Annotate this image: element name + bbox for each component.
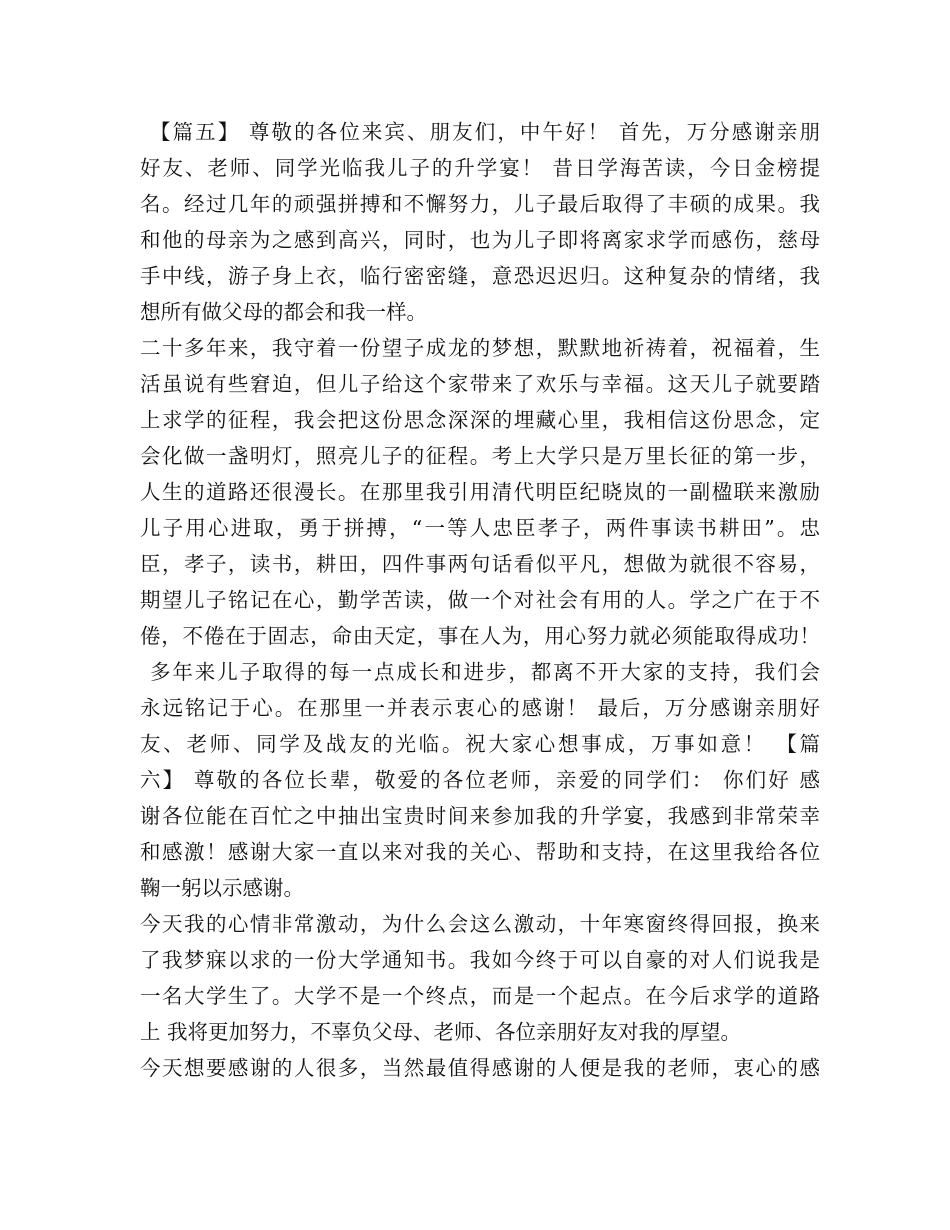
text-line: 好友、老师、同学光临我儿子的升学宴！ 昔日学海苦读，今日金榜提 [140, 156, 820, 180]
text-line: 想所有做父母的都会和我一样。 [140, 300, 427, 324]
text-line: 上求学的征程，我会把这份思念深深的埋藏心里，我相信这份思念，定 [140, 408, 820, 432]
text-line: 鞠一躬以示感谢。 [140, 876, 304, 900]
text-line: 一名大学生了。大学不是一个终点，而是一个起点。在今后求学的道路 [140, 984, 820, 1008]
text-line: 【篇五】 尊敬的各位来宾、朋友们，中午好！ 首先，万分感谢亲朋 [150, 120, 820, 144]
text-line: 会化做一盏明灯，照亮儿子的征程。考上大学只是万里长征的第一步， [140, 444, 820, 468]
text-line: 六】 尊敬的各位长辈，敬爱的各位老师，亲爱的同学们： 你们好 感 [140, 768, 820, 792]
text-line: 活虽说有些窘迫，但儿子给这个家带来了欢乐与幸福。这天儿子就要踏 [140, 372, 820, 396]
text-line: 今天我的心情非常激动，为什么会这么激动，十年寒窗终得回报，换来 [140, 912, 820, 936]
text-line: 和感激！感谢大家一直以来对我的关心、帮助和支持，在这里我给各位 [140, 840, 820, 864]
text-line: 了我梦寐以求的一份大学通知书。我如今终于可以自豪的对人们说我是 [140, 948, 820, 972]
text-line: 二十多年来，我守着一份望子成龙的梦想，默默地祈祷着，祝福着，生 [140, 336, 820, 360]
text-line: 期望儿子铭记在心，勤学苦读，做一个对社会有用的人。学之广在于不 [140, 588, 820, 612]
text-line: 多年来儿子取得的每一点成长和进步，都离不开大家的支持，我们会 [150, 660, 820, 684]
text-line: 臣，孝子，读书，耕田，四件事两句话看似平凡，想做为就很不容易， [140, 552, 820, 576]
text-line: 名。经过几年的顽强拼搏和不懈努力，儿子最后取得了丰硕的成果。我 [140, 192, 820, 216]
text-line: 上 我将更加努力，不辜负父母、老师、各位亲朋好友对我的厚望。 [140, 1020, 742, 1044]
text-line: 手中线，游子身上衣，临行密密缝，意恐迟迟归。这种复杂的情绪，我 [140, 264, 820, 288]
text-line: 倦，不倦在于固志，命由天定，事在人为，用心努力就必须能取得成功！ [140, 624, 820, 648]
text-line: 人生的道路还很漫长。在那里我引用清代明臣纪晓岚的一副楹联来激励 [140, 480, 820, 504]
text-line: 和他的母亲为之感到高兴，同时，也为儿子即将离家求学而感伤，慈母 [140, 228, 820, 252]
text-line: 儿子用心进取，勇于拼搏，“一等人忠臣孝子，两件事读书耕田”。忠 [140, 516, 820, 540]
text-line: 谢各位能在百忙之中抽出宝贵时间来参加我的升学宴，我感到非常荣幸 [140, 804, 820, 828]
text-line: 友、老师、同学及战友的光临。祝大家心想事成，万事如意！ 【篇 [140, 732, 820, 756]
text-line: 永远铭记于心。在那里一并表示衷心的感谢！ 最后，万分感谢亲朋好 [140, 696, 820, 720]
text-line: 今天想要感谢的人很多，当然最值得感谢的人便是我的老师，衷心的感 [140, 1056, 820, 1080]
